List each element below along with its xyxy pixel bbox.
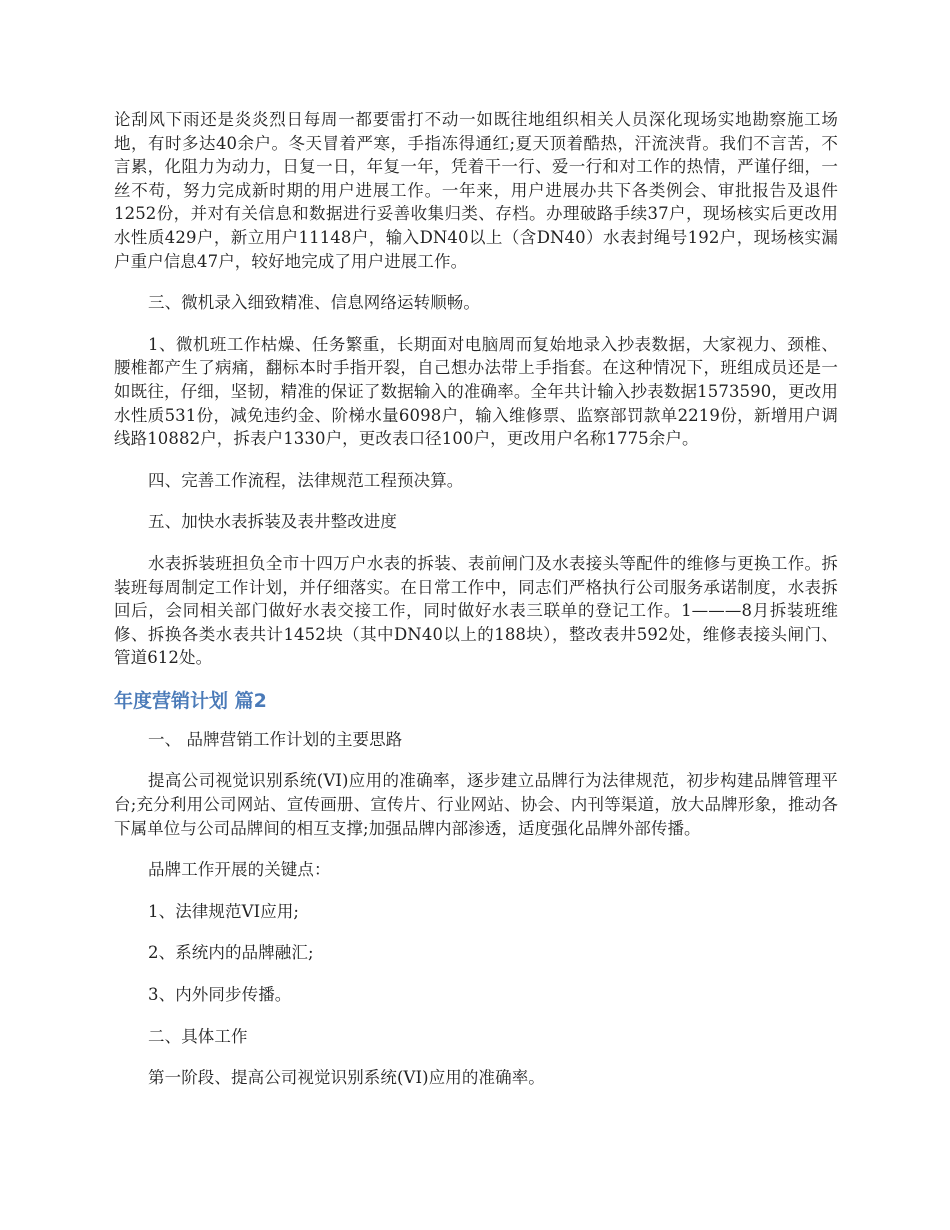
- section-item-3-title: 三、微机录入细致精准、信息网络运转顺畅。: [148, 293, 480, 313]
- paragraph-continuation: 论刮风下雨还是炎炎烈日每周一都要雷打不动一如既往地组织相关人员深化现场实地勘察施工场地，有时多达40余户。冬天冒着严寒，手指冻得通红;夏天顶着酷热，汗流浃背。我们不言苦，不言累，化阻力为动力，日复一日，年复一年，凭着干一行、爱一行和对工作的热情，严谨仔细，一丝不苟，努力完成新时期的用户进展工作。一年来，用户进展办共下各类例会、审批报告及退件1252份，并对有关信息和数据进行妥善收集归类、存档。办理破路手续37户，现场核实后更改用水性质429户，新立用户11148户，输入DN40以上（含DN40）水表封绳号192户，现场核实漏户重户信息47户，较好地完成了用户进展工作。: [114, 110, 838, 271]
- document-page: [114, 108, 838, 1108]
- section-item-4-title: 四、完善工作流程，法律规范工程预决算。: [148, 470, 464, 490]
- section-item-5-title: 五、加快水表拆装及表井整改进度: [148, 512, 397, 532]
- stage-1-title: 第一阶段、提高公司视觉识别系统(VI)应用的准确率。: [148, 1068, 545, 1088]
- paragraph-brand-strategy: 提高公司视觉识别系统(VI)应用的准确率，逐步建立品牌行为法律规范，初步构建品牌管理平台;充分利用公司网站、宣传画册、宣传片、行业网站、协会、内刊等渠道，放大品牌形象，推动各下属单位与公司品牌间的相互支撑;加强品牌内部渗透，适度强化品牌外部传播。: [114, 771, 838, 838]
- section-heading-marketing-plan-2: 年度营销计划 篇2: [114, 689, 267, 712]
- key-point-1: 1、法律规范VI应用;: [148, 901, 300, 921]
- key-point-2: 2、系统内的品牌融汇;: [148, 943, 314, 963]
- key-point-3: 3、内外同步传播。: [148, 985, 292, 1005]
- section-item-2-title: 二、具体工作: [148, 1026, 248, 1046]
- section-item-1-title: 一、 品牌营销工作计划的主要思路: [148, 729, 403, 749]
- key-points-title: 品牌工作开展的关键点：: [148, 860, 331, 880]
- paragraph-computer-entry: 1、微机班工作枯燥、任务繁重，长期面对电脑周而复始地录入抄表数据，大家视力、颈椎、腰椎都产生了病痛，翻标本时手指开裂，自己想办法带上手指套。在这种情况下，班组成员还是一如既往，仔细，坚韧，精准的保证了数据输入的准确率。全年共计输入抄表数据1573590，更改用水性质531份，减免违约金、阶梯水量6098户，输入维修票、监察部罚款单2219份，新增用户调线路10882户，拆表户1330户，更改表口径100户，更改用户名称1775余户。: [114, 334, 838, 449]
- paragraph-meter-installation: 水表拆装班担负全市十四万户水表的拆装、表前闸门及水表接头等配件的维修与更换工作。拆装班每周制定工作计划，并仔细落实。在日常工作中，同志们严格执行公司服务承诺制度，水表拆回后，会同相关部门做好水表交接工作，同时做好水表三联单的登记工作。1———8月拆装班维修、拆换各类水表共计1452块（其中DN40以上的188块），整改表井592处，维修表接头闸门、管道612处。: [114, 553, 838, 668]
